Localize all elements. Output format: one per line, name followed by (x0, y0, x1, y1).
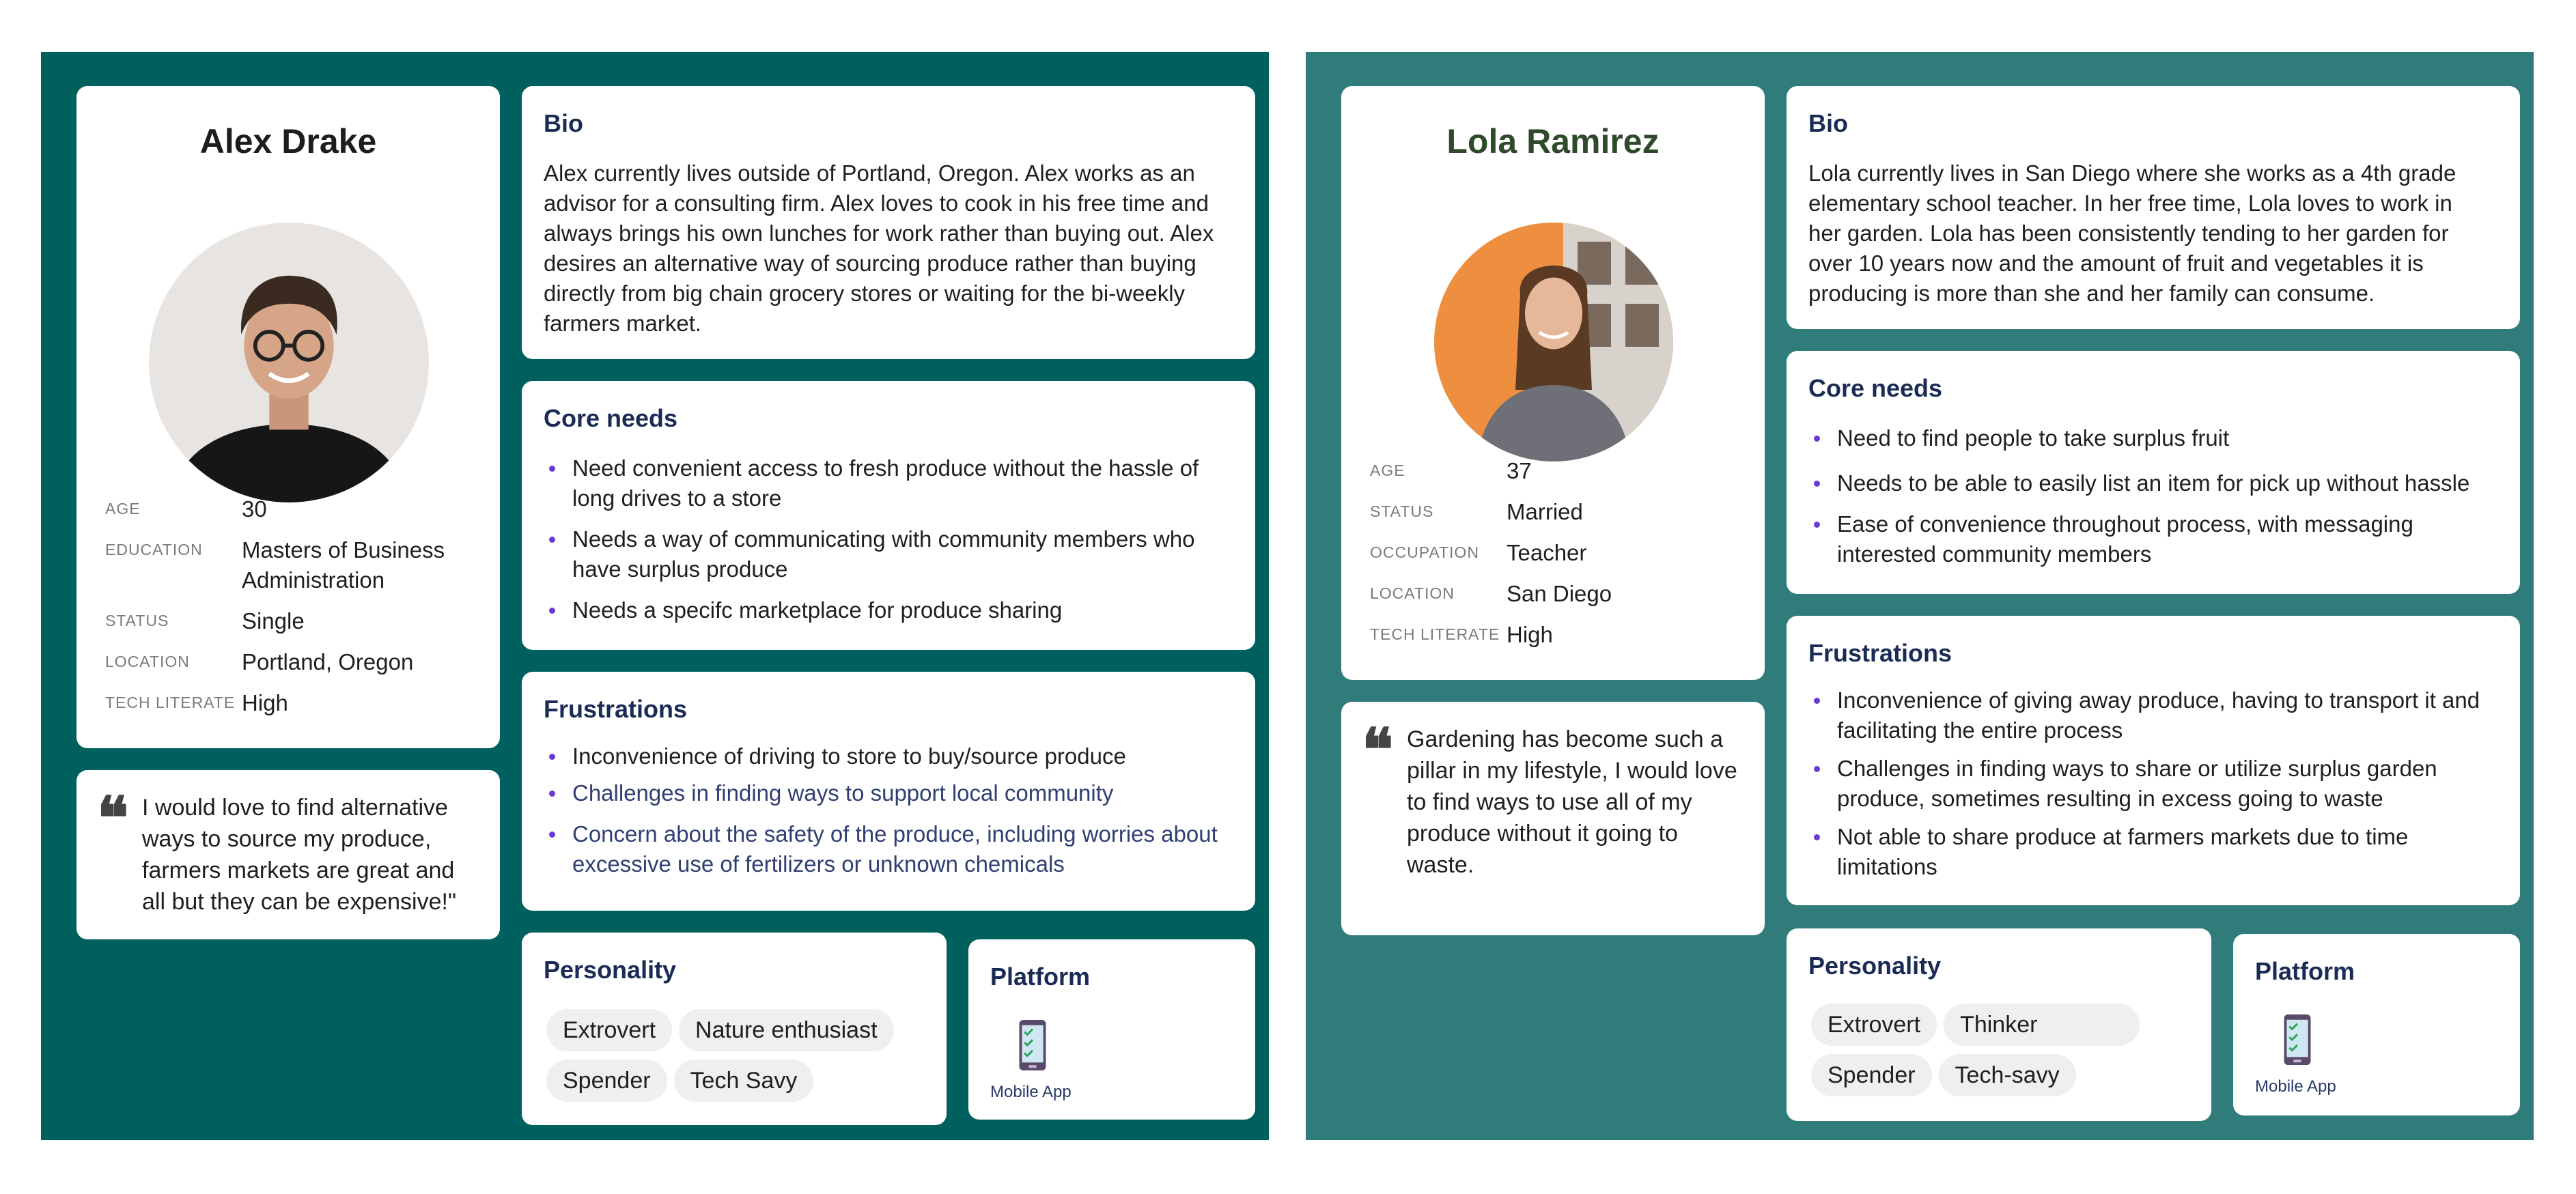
platform-label: Mobile App (2255, 1077, 2336, 1096)
list-item: Challenges in finding ways to share or utilize surplus garden produce, sometimes resulting in excess going to waste (1808, 754, 2501, 814)
attribute-row-age (105, 494, 486, 535)
list-item: Challenges in finding ways to support local community (544, 778, 1228, 808)
attribute-row-tech-literate (1370, 620, 1751, 661)
frustrations-list (544, 741, 1228, 890)
personality-card (1787, 928, 2211, 1121)
core-needs-title: Core needs (1808, 374, 1943, 402)
core-needs-card (1787, 351, 2520, 594)
platform-card (2233, 934, 2520, 1115)
bio-card (1787, 86, 2520, 329)
personality-title: Personality (544, 956, 677, 984)
bio-title: Bio (1808, 109, 1848, 137)
attribute-label: AGE (105, 500, 141, 517)
attribute-label: TECH LITERATE (1370, 625, 1500, 643)
list-item: Not able to share produce at farmers markets due to time limitations (1808, 822, 2501, 882)
attribute-value: Single (242, 608, 305, 634)
personality-chip: Tech-savy (1939, 1054, 2076, 1096)
mobile-phone-icon (2282, 1013, 2312, 1066)
list-item: Ease of convenience throughout process, with messaging interested community members (1808, 509, 2493, 569)
attribute-value: 37 (1507, 458, 1532, 483)
attribute-row-location (105, 647, 486, 688)
personality-chip: Nature enthusiast (679, 1009, 894, 1051)
list-item: Inconvenience of giving away produce, having to transport it and facilitating the entire process (1808, 685, 2501, 745)
quote-card (1341, 702, 1765, 935)
attribute-value: High (1507, 622, 1553, 647)
frustrations-card (522, 672, 1255, 911)
avatar (1434, 223, 1673, 461)
attribute-list (105, 494, 486, 729)
personality-chip: Spender (546, 1060, 667, 1102)
personality-chip: Spender (1811, 1054, 1932, 1096)
personality-chip: Tech Savy (674, 1060, 814, 1102)
avatar (149, 223, 429, 502)
core-needs-list (1808, 423, 2493, 580)
attribute-value: 30 (242, 496, 267, 522)
quote-card (76, 770, 500, 939)
attribute-value: Married (1507, 499, 1583, 524)
attribute-label: TECH LITERATE (105, 694, 236, 711)
core-needs-list (544, 453, 1228, 636)
platform-title: Platform (990, 963, 1091, 991)
core-needs-card (522, 381, 1255, 650)
personality-chip: Thinker (1944, 1004, 2140, 1046)
attribute-label: LOCATION (105, 653, 190, 670)
persona-panel-lola (1306, 52, 2534, 1140)
list-item: Need convenient access to fresh produce without the hassle of long drives to a store (544, 453, 1228, 513)
personality-card (522, 933, 947, 1125)
attribute-row-tech-literate (105, 688, 486, 729)
attribute-value: Teacher (1507, 540, 1587, 565)
persona-name: Alex Drake (199, 122, 377, 160)
list-item: Concern about the safety of the produce, including worries about excessive use of fertilizers or unknown chemicals (544, 819, 1228, 879)
platform-card (968, 939, 1255, 1120)
attribute-value: San Diego (1507, 581, 1612, 606)
quote-icon: ❝ (1362, 715, 1394, 784)
attribute-value: Portland, Oregon (242, 649, 414, 674)
attribute-row-age (1370, 456, 1751, 497)
platform-label: Mobile App (990, 1083, 1072, 1101)
frustrations-title: Frustrations (1808, 639, 1952, 667)
personality-chips (546, 1009, 933, 1110)
attribute-row-status (105, 606, 486, 647)
attribute-value: Masters of Business Administration (242, 537, 445, 593)
mobile-phone-icon (1018, 1019, 1048, 1072)
list-item: Needs a way of communicating with community members who have surplus produce (544, 524, 1228, 584)
profile-card (76, 86, 500, 748)
bio-title: Bio (544, 109, 583, 137)
platform-title: Platform (2255, 957, 2355, 985)
attribute-row-education (105, 535, 486, 606)
attribute-row-status (1370, 497, 1751, 538)
attribute-row-location (1370, 579, 1751, 620)
quote-icon: ❝ (97, 784, 129, 853)
attribute-list (1370, 456, 1751, 661)
list-item: Need to find people to take surplus fruit (1808, 423, 2493, 453)
list-item: Inconvenience of driving to store to buy/source produce (544, 741, 1228, 771)
profile-card (1341, 86, 1765, 680)
list-item: Needs a specifc marketplace for produce sharing (544, 595, 1228, 625)
personality-chip: Extrovert (1811, 1004, 1937, 1046)
attribute-value: High (242, 690, 288, 715)
attribute-label: STATUS (105, 612, 169, 629)
attribute-label: AGE (1370, 461, 1405, 479)
frustrations-list (1808, 685, 2501, 893)
frustrations-title: Frustrations (544, 695, 688, 723)
core-needs-title: Core needs (544, 404, 678, 432)
frustrations-card (1787, 616, 2520, 905)
quote-text: I would love to find alternative ways to source my produce, farmers markets are great and all but they can be expensive!" (142, 795, 457, 915)
attribute-label: OCCUPATION (1370, 543, 1479, 561)
bio-card (522, 86, 1255, 359)
bio-text: Lola currently lives in San Diego where she works as a 4th grade elementary school teacher. In her free time, Lola loves to work in her garden. Lola has been consistently tending to her garden for over 10 years now and the amount of fruit and vegetables it is producing is more than she and her family can consume. (1808, 160, 2456, 306)
list-item: Needs to be able to easily list an item for pick up without hassle (1808, 468, 2493, 498)
attribute-label: LOCATION (1370, 584, 1455, 602)
personality-chips (1811, 1004, 2198, 1105)
personality-title: Personality (1808, 952, 1942, 980)
persona-panel-alex (41, 52, 1269, 1140)
attribute-label: STATUS (1370, 502, 1434, 520)
attribute-row-occupation (1370, 538, 1751, 579)
persona-name: Lola Ramirez (1446, 122, 1660, 160)
quote-text: Gardening has become such a pillar in my lifestyle, I would love to find ways to use all of my produce without it going to waste. (1407, 726, 1737, 878)
bio-text: Alex currently lives outside of Portland, Oregon. Alex works as an advisor for a consulting firm. Alex loves to cook in his free time and always brings his own lunches for work rather than buying out. Alex desires an alternative way of sourcing produce rather than buying directly from big chain grocery stores or waiting for the bi-weekly farmers market. (544, 160, 1214, 336)
personality-chip: Extrovert (546, 1009, 672, 1051)
attribute-label: EDUCATION (105, 541, 203, 558)
